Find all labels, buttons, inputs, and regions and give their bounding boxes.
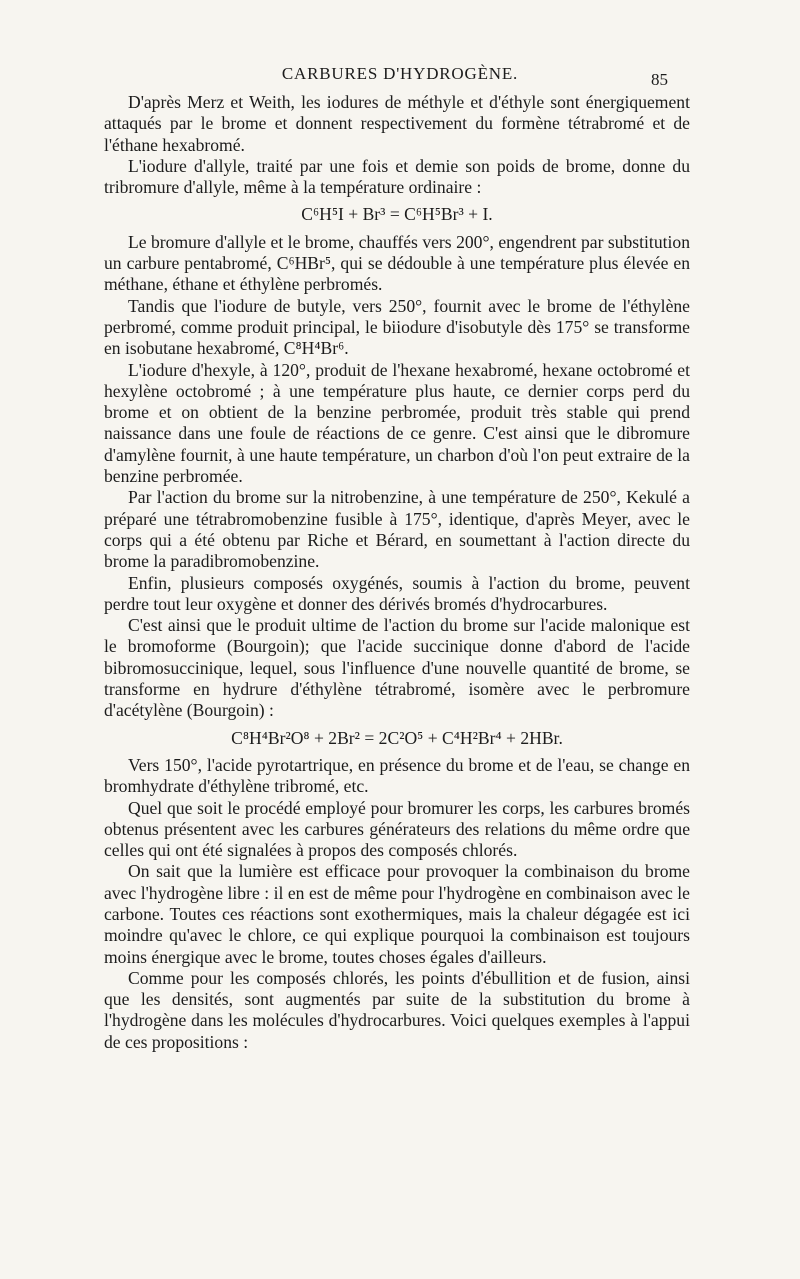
page-header	[0, 64, 800, 90]
paragraph: On sait que la lumière est efficace pour provoquer la combinaison du brome avec l'hydrogène libre : il en est de même pour l'hydrogène en combinaison avec le carbone. Toutes ces réactions sont exothermiques, mais la chaleur dégagée est ici moindre qu'avec le chlore, ce qui explique pourquoi la combinaison est toujours moins énergique avec le brome, toutes choses égales d'ailleurs.	[104, 861, 690, 967]
running-title: CARBURES D'HYDROGÈNE.	[281, 64, 519, 83]
equation-allyl: C⁶H⁵I + Br³ = C⁶H⁵Br³ + I.	[301, 204, 493, 225]
paragraph: L'iodure d'hexyle, à 120°, produit de l'hexane hexabromé, hexane octobromé et hexylène octobromé ; à une température plus haute, ce dernier corps perd du brome et on obtient de la benzine perbromée, produit très stable qui prend naissance dans une foule de réactions de ce genre. C'est ainsi que le dibromure d'amylène fournit, à une haute température, un charbon d'où l'on peut extraire de la benzine perbromée.	[104, 359, 690, 487]
paragraph: C'est ainsi que le produit ultime de l'action du brome sur l'acide malonique est le bromoforme (Bourgoin); que l'acide succinique donne d'abord de l'acide bibromosuccinique, lequel, sous l'influence d'une nouvelle quantité de brome, se transforme en hydrure d'éthylène tétrabromé, isomère avec le perbromure d'acétylène (Bourgoin) :	[104, 615, 690, 721]
paragraph: Comme pour les composés chlorés, les points d'ébullition et de fusion, ainsi que les densités, sont augmentés par suite de la substitution du brome à l'hydrogène dans les molécules d'hydrocarbures. Voici quelques exemples à l'appui de ces propositions :	[104, 967, 690, 1052]
page-body	[104, 92, 690, 1053]
paragraph: D'après Merz et Weith, les iodures de méthyle et d'éthyle sont énergiquement attaqués par le brome et donnent respectivement du formène tétrabromé et de l'éthane hexabromé.	[104, 92, 690, 155]
paragraph: Enfin, plusieurs composés oxygénés, soumis à l'action du brome, peuvent perdre tout leur oxygène et donner des dérivés bromés d'hydrocarbures.	[104, 572, 690, 614]
paragraph: Vers 150°, l'acide pyrotartrique, en présence du brome et de l'eau, se change en bromhydrate d'éthylène tribromé, etc.	[104, 754, 690, 797]
paragraph: Le bromure d'allyle et le brome, chauffés vers 200°, engendrent par substitution un carbure pentabromé, C⁶HBr⁵, qui se dédouble à une température plus élevée en méthane, éthane et éthylène perbromés.	[104, 231, 690, 295]
page-number: 85	[651, 70, 668, 89]
paragraph: Quel que soit le procédé employé pour bromurer les corps, les carbures bromés obtenus présentent avec les carbures générateurs des relations du même ordre que celles qui ont été signalées à propos des composés chlorés.	[104, 797, 690, 861]
paragraph: Par l'action du brome sur la nitrobenzine, à une température de 250°, Kekulé a préparé une tétrabromobenzine fusible à 175°, identique, d'après Meyer, avec le corps qui a été obtenu par Riche et Bérard, en soumettant à l'action directe du brome la paradibromobenzine.	[104, 487, 690, 572]
paragraph: Tandis que l'iodure de butyle, vers 250°, fournit avec le brome de l'éthylène perbromé, comme produit principal, le biiodure d'isobutyle dès 175° se transforme en isobutane hexabromé, C⁸H⁴Br⁶.	[104, 295, 690, 359]
equation-succinic: C⁸H⁴Br²O⁸ + 2Br² = 2C²O⁵ + C⁴H²Br⁴ + 2HBr.	[231, 727, 563, 748]
paragraph: L'iodure d'allyle, traité par une fois et demie son poids de brome, donne du tribromure d'allyle, même à la température ordinaire :	[104, 155, 690, 198]
